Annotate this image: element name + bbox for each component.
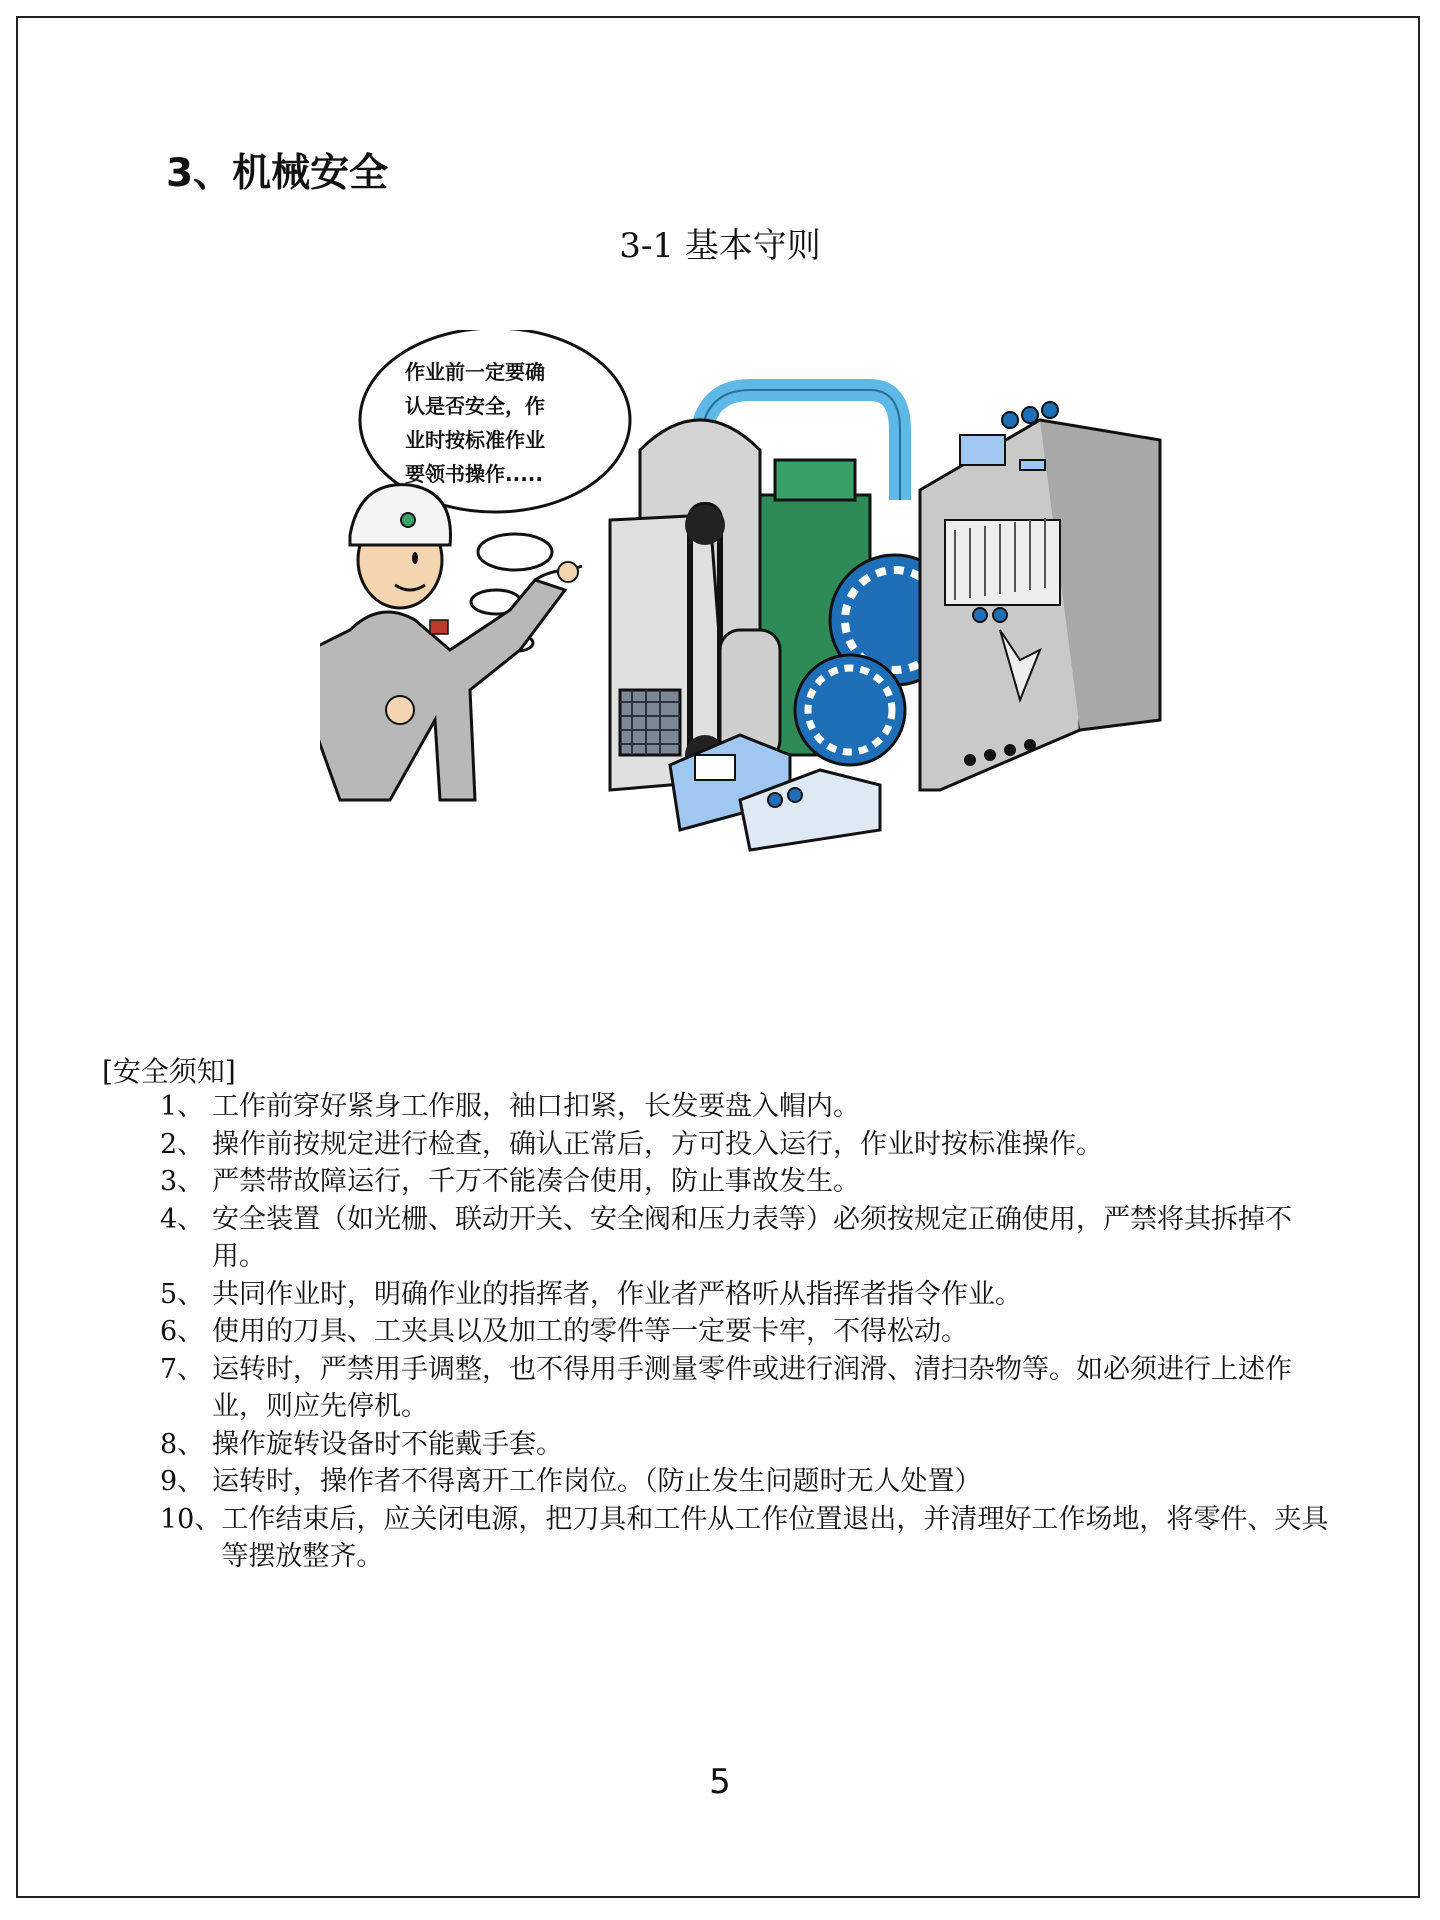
- bubble-line: 要领书操作.....: [405, 462, 543, 486]
- list-item: [160, 1163, 1340, 1201]
- list-item: [160, 1426, 1340, 1464]
- item-text: 使用的刀具、工夹具以及加工的零件等一定要卡牢，不得松动。: [212, 1316, 968, 1347]
- item-number: 8、: [160, 1428, 205, 1460]
- section-title: 3、机械安全: [166, 151, 389, 196]
- item-number: 5、: [160, 1278, 205, 1310]
- thought-dot-large: [478, 534, 552, 570]
- bubble-line: 业时按标准作业: [405, 428, 545, 452]
- worker-figure: [320, 485, 582, 800]
- item-number: 4、: [160, 1203, 205, 1235]
- item-number: 9、: [160, 1466, 205, 1497]
- list-item: [160, 1313, 1340, 1351]
- list-item: [160, 1351, 1340, 1426]
- list-item: [160, 1201, 1340, 1276]
- item-number: 6、: [160, 1316, 205, 1347]
- item-text: 共同作业时，明确作业的指挥者，作业者严格听从指挥者指令作业。: [212, 1278, 1022, 1310]
- list-item: [160, 1463, 1340, 1501]
- list-item: [160, 1126, 1340, 1164]
- safety-notes-list: [160, 1088, 1340, 1576]
- mesh-guard: [620, 690, 680, 755]
- list-item: [160, 1276, 1340, 1314]
- item-text: 工作结束后，应关闭电源，把刀具和工件从工作位置退出，并清理好工作场地，将零件、夹具等摆放整齐。: [221, 1503, 1329, 1572]
- item-number: 3、: [160, 1166, 205, 1197]
- keypad: [960, 435, 1005, 465]
- item-text: 运转时，严禁用手调整，也不得用手测量零件或进行润滑、清扫杂物等。如必须进行上述作业，则应先停机。: [212, 1353, 1292, 1422]
- item-text: 运转时，操作者不得离开工作岗位。（防止发生问题时无人处置）: [212, 1466, 982, 1497]
- speech-bubble-text: [405, 355, 585, 491]
- subsection-title: 3-1 基本守则: [619, 226, 821, 266]
- item-text: 操作前按规定进行检查，确认正常后，方可投入运行，作业时按标准操作。: [212, 1128, 1103, 1160]
- list-item: [160, 1088, 1340, 1126]
- item-number: 1、: [160, 1091, 205, 1122]
- notes-heading: [安全须知]: [102, 1055, 236, 1088]
- list-item: [160, 1501, 1340, 1576]
- bubble-line: 认是否安全，作: [405, 394, 545, 418]
- item-number: 7、: [160, 1353, 205, 1385]
- page-number: 5: [709, 1762, 731, 1802]
- item-text: 操作旋转设备时不能戴手套。: [212, 1428, 563, 1460]
- helmet: [350, 485, 451, 545]
- item-text: 安全装置（如光栅、联动开关、安全阀和压力表等）必须按规定正确使用，严禁将其拆掉不用。: [212, 1203, 1292, 1272]
- item-text: 严禁带故障运行，千万不能凑合使用，防止事故发生。: [212, 1166, 860, 1197]
- item-text: 工作前穿好紧身工作服，袖口扣紧，长发要盘入帽内。: [212, 1091, 860, 1122]
- item-number: 2、: [160, 1128, 205, 1160]
- bubble-line: 作业前一定要确: [405, 360, 545, 384]
- item-number: 10、: [160, 1503, 222, 1535]
